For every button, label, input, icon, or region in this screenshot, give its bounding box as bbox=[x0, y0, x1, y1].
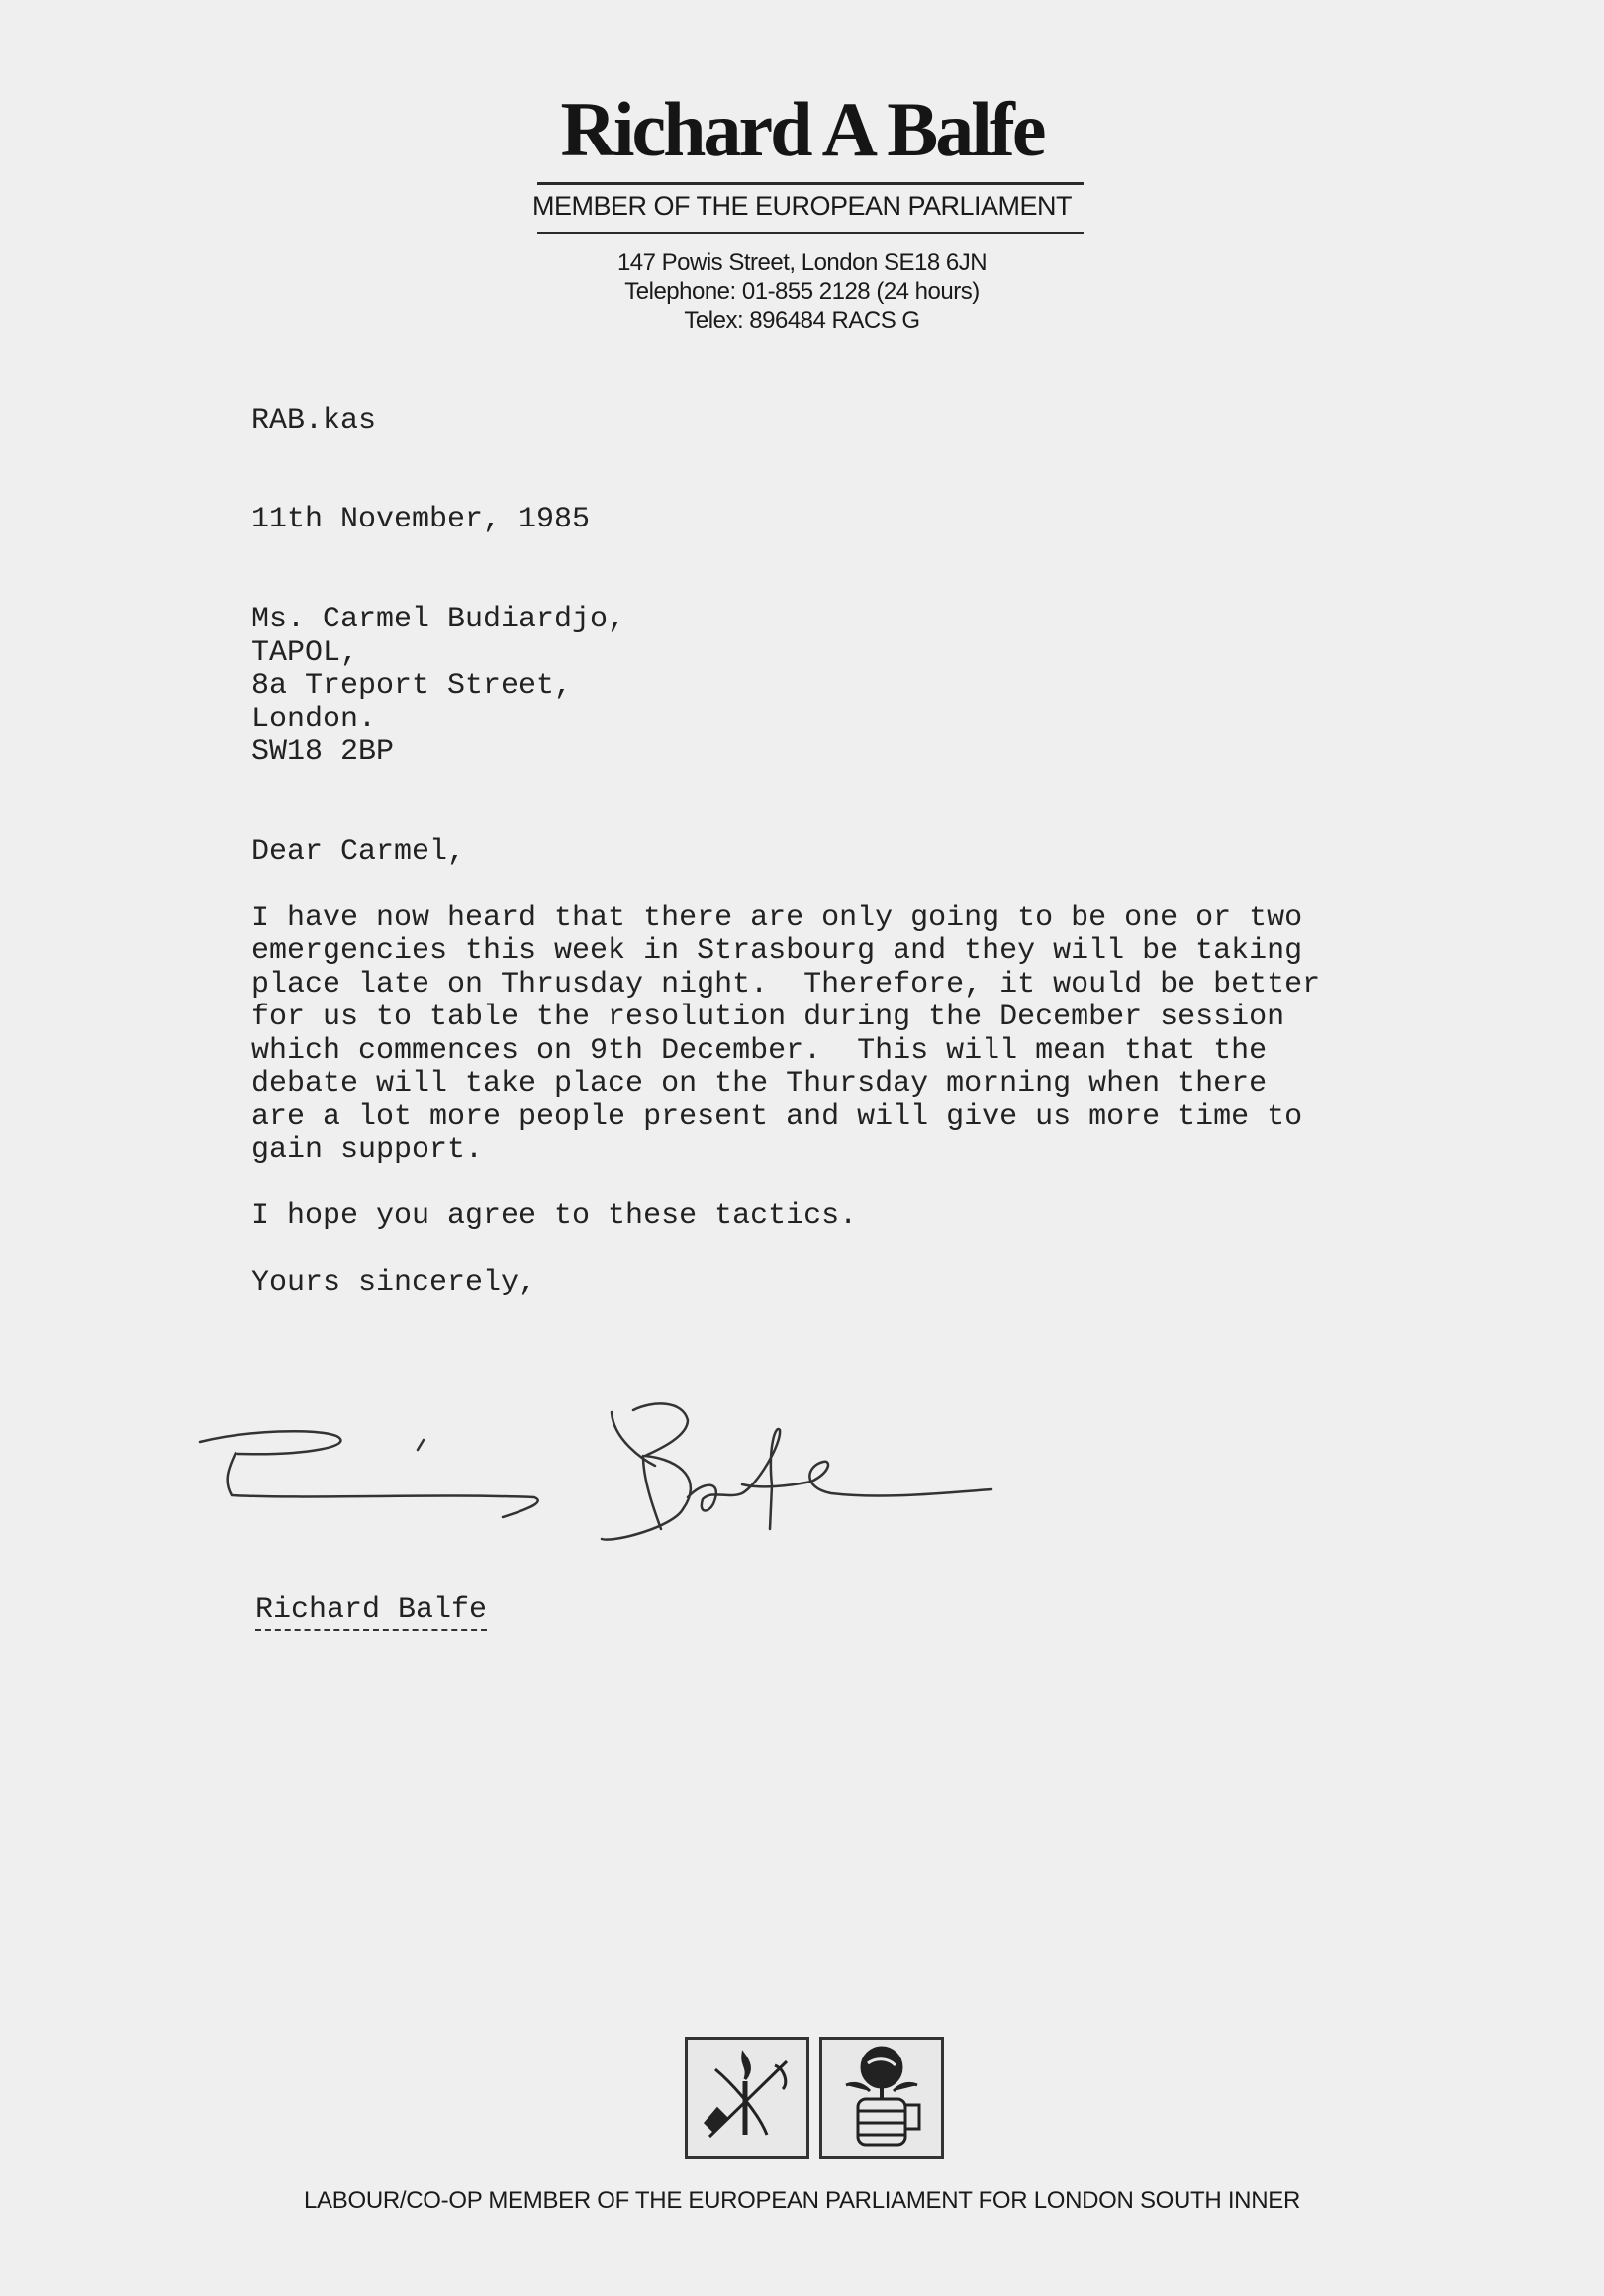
rose-fist-icon bbox=[819, 2037, 944, 2159]
torch-quill-spade-icon bbox=[685, 2037, 809, 2159]
recipient-line: Ms. Carmel Budiardjo, bbox=[251, 603, 626, 636]
body-line: for us to table the resolution during the December session bbox=[251, 1001, 1285, 1034]
reference-line: RAB.kas bbox=[251, 404, 377, 437]
body-line: gain support. bbox=[251, 1133, 484, 1167]
salutation: Dear Carmel, bbox=[251, 835, 466, 869]
valediction: Yours sincerely, bbox=[251, 1266, 537, 1299]
body-line: are a lot more people present and will give us more time to bbox=[251, 1100, 1303, 1134]
closing-paragraph: I hope you agree to these tactics. bbox=[251, 1199, 858, 1233]
body-line: I have now heard that there are only going to be one or two bbox=[251, 902, 1303, 935]
body-line: place late on Thrusday night. Therefore, it would be better bbox=[251, 968, 1321, 1002]
letterhead-telephone: Telephone: 01-855 2128 (24 hours) bbox=[624, 278, 980, 305]
letterhead-rule bbox=[537, 182, 1084, 185]
letterhead-telex: Telex: 896484 RACS G bbox=[684, 307, 920, 334]
recipient-line: London. bbox=[251, 703, 377, 736]
footer-text: LABOUR/CO-OP MEMBER OF THE EUROPEAN PARLIAMENT FOR LONDON SOUTH INNER bbox=[303, 2187, 1300, 2214]
signature-name: Richard Balfe bbox=[255, 1595, 487, 1631]
body-line: which commences on 9th December. This will mean that the bbox=[251, 1034, 1268, 1068]
recipient-line: SW18 2BP bbox=[251, 735, 395, 769]
recipient-line: TAPOL, bbox=[251, 636, 359, 670]
letterhead-address: 147 Powis Street, London SE18 6JN bbox=[616, 249, 988, 276]
handwritten-signature bbox=[188, 1390, 1019, 1583]
body-line: debate will take place on the Thursday morning when there bbox=[251, 1067, 1268, 1100]
letterhead-name: Richard A Balfe bbox=[560, 86, 1044, 172]
recipient-line: 8a Treport Street, bbox=[251, 669, 573, 703]
body-line: emergencies this week in Strasbourg and they will be taking bbox=[251, 934, 1303, 968]
date-line: 11th November, 1985 bbox=[251, 503, 591, 536]
letterhead-title: MEMBER OF THE EUROPEAN PARLIAMENT bbox=[531, 191, 1073, 221]
letterhead-rule bbox=[537, 232, 1084, 234]
